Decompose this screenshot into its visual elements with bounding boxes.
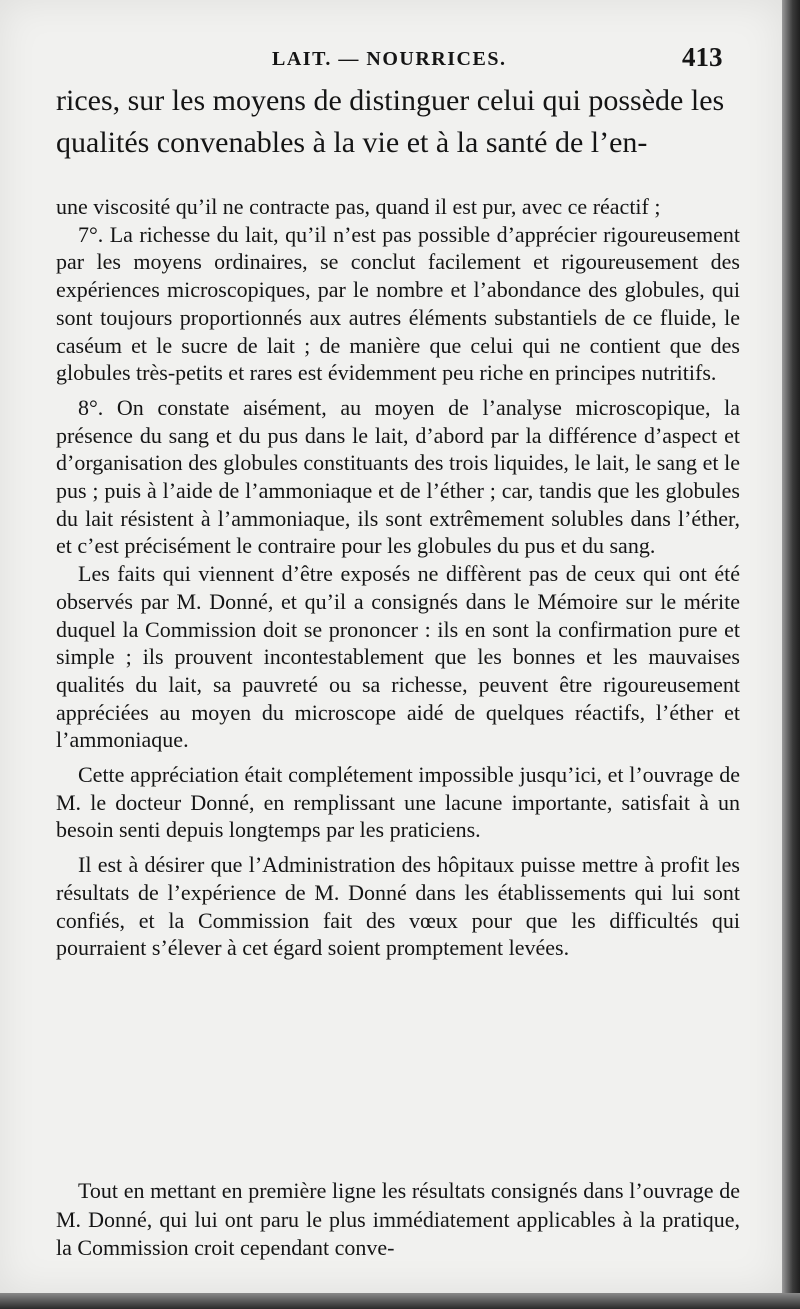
paragraph-findings: Les faits qui viennent d’être exposés ne diffèrent pas de ceux qui ont été observés par M. Donné, et qu’il a consignés dans le Mémoire sur le mérite duquel la Commission doit se prononcer : ils en sont la confirmation pure et simple ; ils prouvent incontestablement que les bonnes et les mauvaises qualités du lait, sa pauvreté ou sa richesse, peuvent être rigoureusement appréciées au moyen du microscope aidé de quelques réactifs, l’éther et l’ammoniaque. [56,561,740,753]
paragraph-appreciation: Cette appréciation était complétement impossible jusqu’ici, et l’ouvrage de M. le docteur Donné, en remplissant une lacune importante, satisfait à un besoin senti depuis longtemps par les praticiens. [56,762,740,843]
paragraph-closing: Tout en mettant en première ligne les résultats consignés dans l’ouvrage de M. Donné, qui lui ont paru le plus immédiatement applicables à la pratique, la Commission croit cependant conve- [56,1178,740,1260]
paragraph-point-7: 7°. La richesse du lait, qu’il n’est pas possible d’apprécier rigoureusement par les moyens ordinaires, se conclut facilement et rigoureusement des expériences microscopiques, par le nombre et l’abondance des globules, qui sont toujours proportionnés aux autres éléments substantiels de ce fluide, le caséum et le sucre de lait ; de manière que celui qui ne contient que des globules très-petits et rares est évidemment peu riche en principes nutritifs. [56,221,740,386]
page-number: 413 [682,42,723,72]
paragraph-administration: Il est à désirer que l’Administration des hôpitaux puisse mettre à profit les résultats de l’expérience de M. Donné dans les établissements qui lui sont confiés, et la Commission fait des vœux pour que les difficultés qui pourraient s’élever à cet égard soient promptement levées. [56,852,740,961]
page-edge-shadow [782,0,800,1309]
lead-fragment: rices, sur les moyens de distinguer celui qui possède les qualités convenables à la vie et à la santé de l’en- [56,84,725,159]
body-text [56,193,740,962]
running-head [0,42,782,76]
running-title: LAIT. — NOURRICES. [272,48,507,70]
paragraph-continuation: une viscosité qu’il ne contracte pas, quand il est pur, avec ce réactif ; [56,194,661,219]
paragraph-point-8: 8°. On constate aisément, au moyen de l’analyse microscopique, la présence du sang et du pus dans le lait, d’abord par la différence d’aspect et d’organisation des globules constituants des trois liquides, le lait, le sang et le pus ; puis à l’aide de l’ammoniaque et de l’éther ; car, tandis que les globules du lait résistent à l’ammoniaque, ils sont extrêmement solubles dans l’éther, et c’est précisément le contraire pour les globules du pus et du sang. [56,394,740,559]
page-edge-shadow-bottom [0,1293,800,1309]
